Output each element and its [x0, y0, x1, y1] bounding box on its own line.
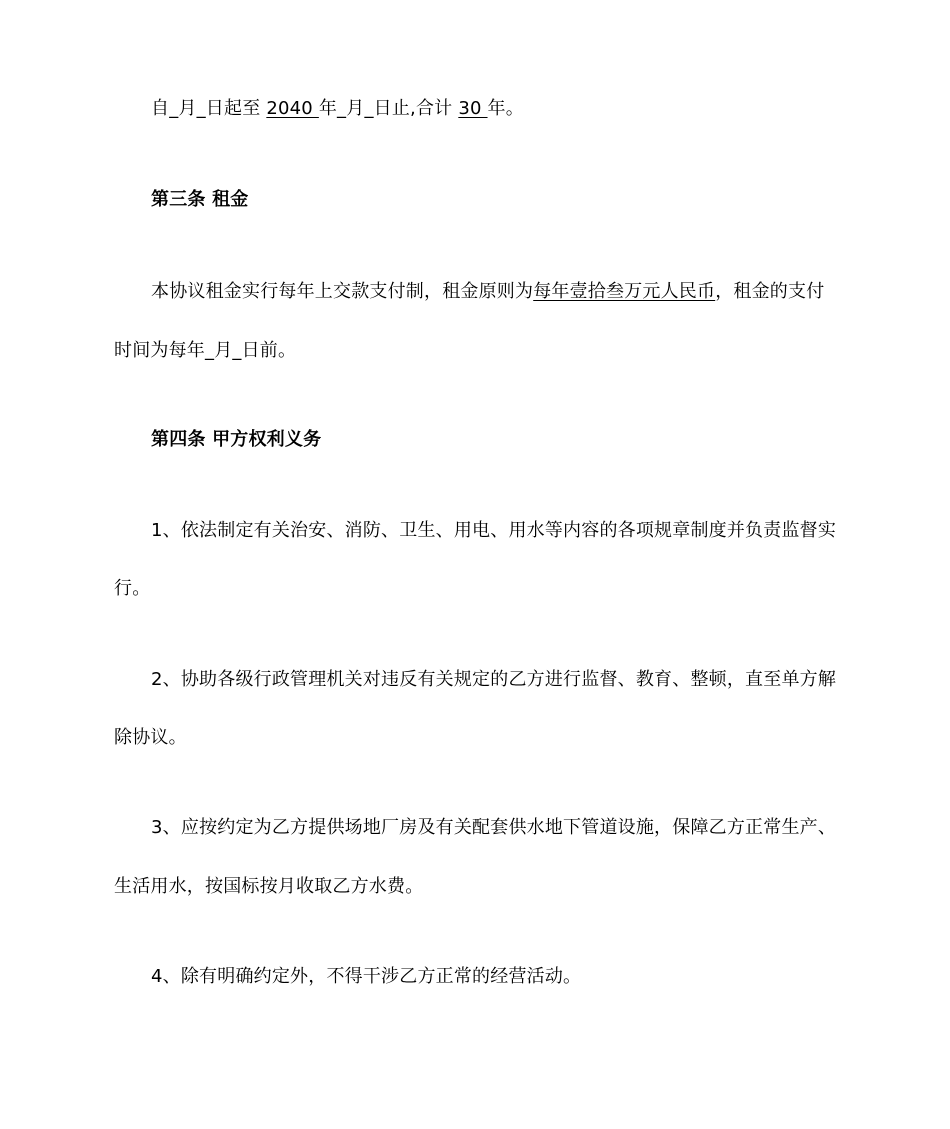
- end-year-value: 2040: [266, 98, 319, 119]
- article4-item2-line2: 除协议。: [114, 727, 187, 748]
- article4-item3-line1: 3、应按约定为乙方提供场地厂房及有关配套供水地下管道设施，保障乙方正常生产、: [151, 817, 837, 838]
- article4-item2-line1: 2、协助各级行政管理机关对违反有关规定的乙方进行监督、教育、整顿，直至单方解: [151, 669, 837, 690]
- lease-term-line: [151, 97, 838, 121]
- article3-heading: 第三条 租金: [151, 189, 249, 210]
- article4-heading: 第四条 甲方权利义务: [151, 429, 322, 450]
- article4-item3-line2: 生活用水，按国标按月收取乙方水费。: [114, 876, 424, 897]
- term-text-middle: 年_月_日止,合计: [318, 98, 459, 119]
- article4-item1-line1: 1、依法制定有关治安、消防、卫生、用电、用水等内容的各项规章制度并负责监督实: [151, 520, 837, 541]
- total-years-value: 30: [458, 98, 488, 119]
- article4-item4-line1: 4、除有明确约定外，不得干涉乙方正常的经营活动。: [151, 966, 582, 987]
- rent-text-a: 本协议租金实行每年上交款支付制，租金原则为: [151, 281, 534, 302]
- article3-paragraph-line1: [151, 280, 838, 304]
- rent-amount: 每年壹拾叁万元人民币: [533, 281, 716, 302]
- article3-paragraph-line2: 时间为每年_月_日前。: [114, 340, 297, 361]
- term-text-end: 年。: [487, 98, 524, 119]
- rent-text-b: ，租金的支付: [715, 281, 825, 302]
- term-text-start: 自_月_日起至: [151, 98, 267, 119]
- article4-item1-line2: 行。: [114, 578, 151, 599]
